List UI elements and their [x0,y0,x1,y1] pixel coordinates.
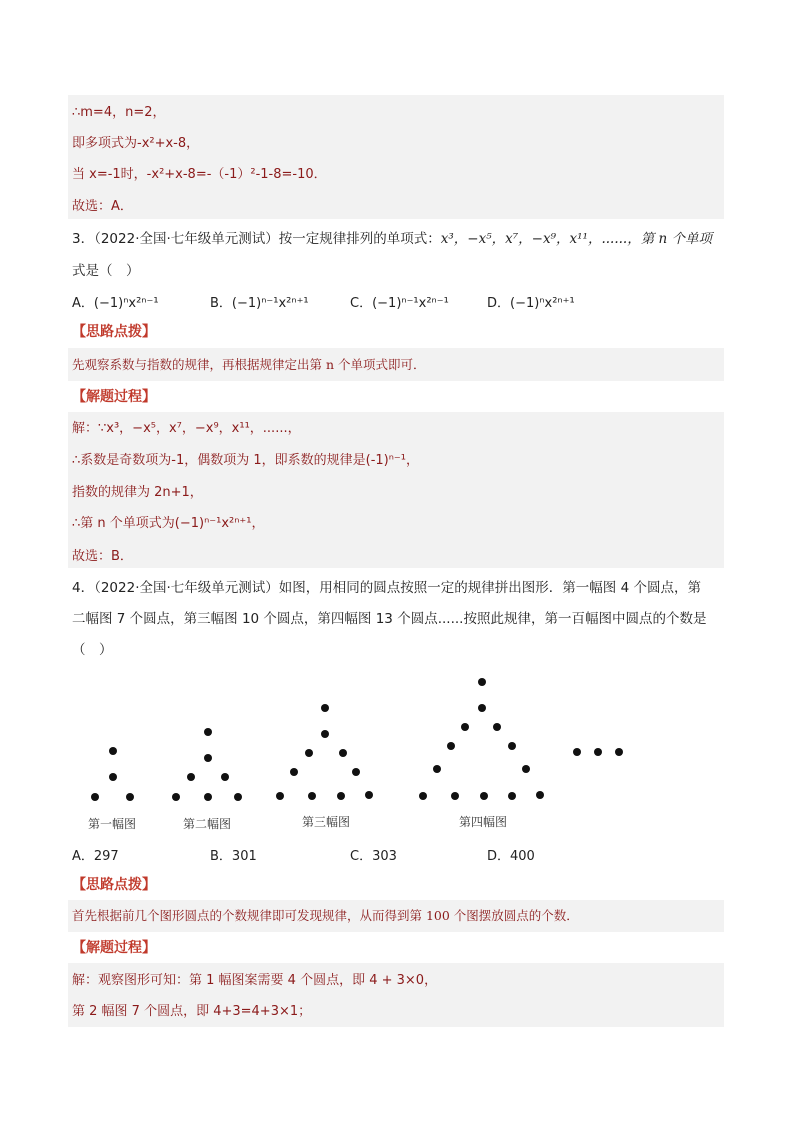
fig3-dot [352,768,360,776]
fig2-dot [187,773,195,781]
q3-hint-text: 先观察系数与指数的规律，再根据规律定出第 n 个单项式即可． [72,357,426,372]
q4-hint-heading: 【思路点拨】 [72,877,156,893]
q4-stem-line2: 二幅图 7 个圆点，第三幅图 10 个圆点，第四幅图 13 个圆点......按照此规律，第一百幅图中圆点的个数是 [72,611,707,627]
fig3-dot [321,730,329,738]
q4-option-d: D．400 [487,849,535,864]
fig1-dot [109,747,117,755]
fig2-dot [204,728,212,736]
q3-solution-heading: 【解题过程】 [72,389,156,405]
fig3-dot [339,749,347,757]
ellipsis-dot [594,748,602,756]
q4-solution-line-2: 第 2 幅图 7 个圆点，即 4+3=4+3×1； [72,1004,312,1019]
fig4-dot [522,765,530,773]
fig3-dot [305,749,313,757]
fig1-dot [109,773,117,781]
q3-solution-line-3: 指数的规律为 2n+1， [72,485,203,500]
fig1-dot [126,793,134,801]
fig2-dot [221,773,229,781]
fig4-dot [433,765,441,773]
fig3-dot [276,792,284,800]
q3-option-c: C．(−1)ⁿ⁻¹x²ⁿ⁻¹ [350,296,449,311]
fig4-dot [461,723,469,731]
q3-option-a: A．(−1)ⁿx²ⁿ⁻¹ [72,296,159,311]
fig4-dot [536,791,544,799]
q4-solution-line-1: 解：观察图形可知：第 1 幅图案需要 4 个圆点，即 4 + 3×0， [72,973,438,988]
q4-option-a: A．297 [72,849,119,864]
fig2-dot [234,793,242,801]
prev-line-2: 即多项式为-x²+x-8， [72,136,200,151]
q4-hint-text: 首先根据前几个图形圆点的个数规律即可发现规律，从而得到第 100 个图摆放圆点的个数． [72,908,579,923]
q4-option-c: C．303 [350,849,397,864]
q4-solution-heading: 【解题过程】 [72,940,156,956]
q3-solution-line-1: 解：∵x³，−x⁵，x⁷，−x⁹，x¹¹，......， [72,421,301,436]
q3-stem-terms: x³，−x⁵，x⁷，−x⁹，x¹¹，......，第 n 个单项 [440,231,712,247]
fig4-dot [447,742,455,750]
q3-stem-line2: 式是（ ） [72,263,140,279]
fig4-dot [419,792,427,800]
fig2-caption: 第二幅图 [183,817,232,831]
fig4-dot [478,678,486,686]
ellipsis-dot [615,748,623,756]
fig4-dot [493,723,501,731]
prev-line-1: ∴m=4，n=2， [72,105,166,120]
fig4-dot [508,792,516,800]
q3-solution-line-2: ∴系数是奇数项为-1，偶数项为 1，即系数的规律是(-1)ⁿ⁻¹， [72,453,419,468]
ellipsis-dot [573,748,581,756]
q4-option-b: B．301 [210,849,257,864]
fig3-dot [337,792,345,800]
fig2-dot [204,754,212,762]
q3-hint-heading: 【思路点拨】 [72,324,156,340]
fig2-dot [172,793,180,801]
fig4-dot [451,792,459,800]
q3-option-d: D．(−1)ⁿx²ⁿ⁺¹ [487,296,575,311]
fig1-dot [91,793,99,801]
q4-stem-line1: 4．（2022·全国·七年级单元测试）如图，用相同的圆点按照一定的规律拼出图形．第一幅图 4 个圆点，第 [72,580,701,596]
fig3-dot [290,768,298,776]
fig4-dot [478,704,486,712]
fig4-dot [480,792,488,800]
fig3-dot [365,791,373,799]
fig3-dot [321,704,329,712]
fig4-caption: 第四幅图 [459,815,508,829]
fig3-caption: 第三幅图 [302,815,351,829]
fig3-dot [308,792,316,800]
fig1-caption: 第一幅图 [88,817,137,831]
fig2-dot [204,793,212,801]
q3-option-b: B．(−1)ⁿ⁻¹x²ⁿ⁺¹ [210,296,309,311]
prev-line-4: 故选：A． [72,199,133,214]
prev-line-3: 当 x=-1时，-x²+x-8=-（-1）²-1-8=-10． [72,167,327,182]
q3-solution-line-5: 故选：B． [72,549,133,564]
q3-stem-prefix: 3．（2022·全国·七年级单元测试）按一定规律排列的单项式： [72,231,441,247]
q4-stem-line3: （ ） [72,642,113,658]
q3-solution-line-4: ∴第 n 个单项式为(−1)ⁿ⁻¹x²ⁿ⁺¹， [72,516,265,531]
fig4-dot [508,742,516,750]
